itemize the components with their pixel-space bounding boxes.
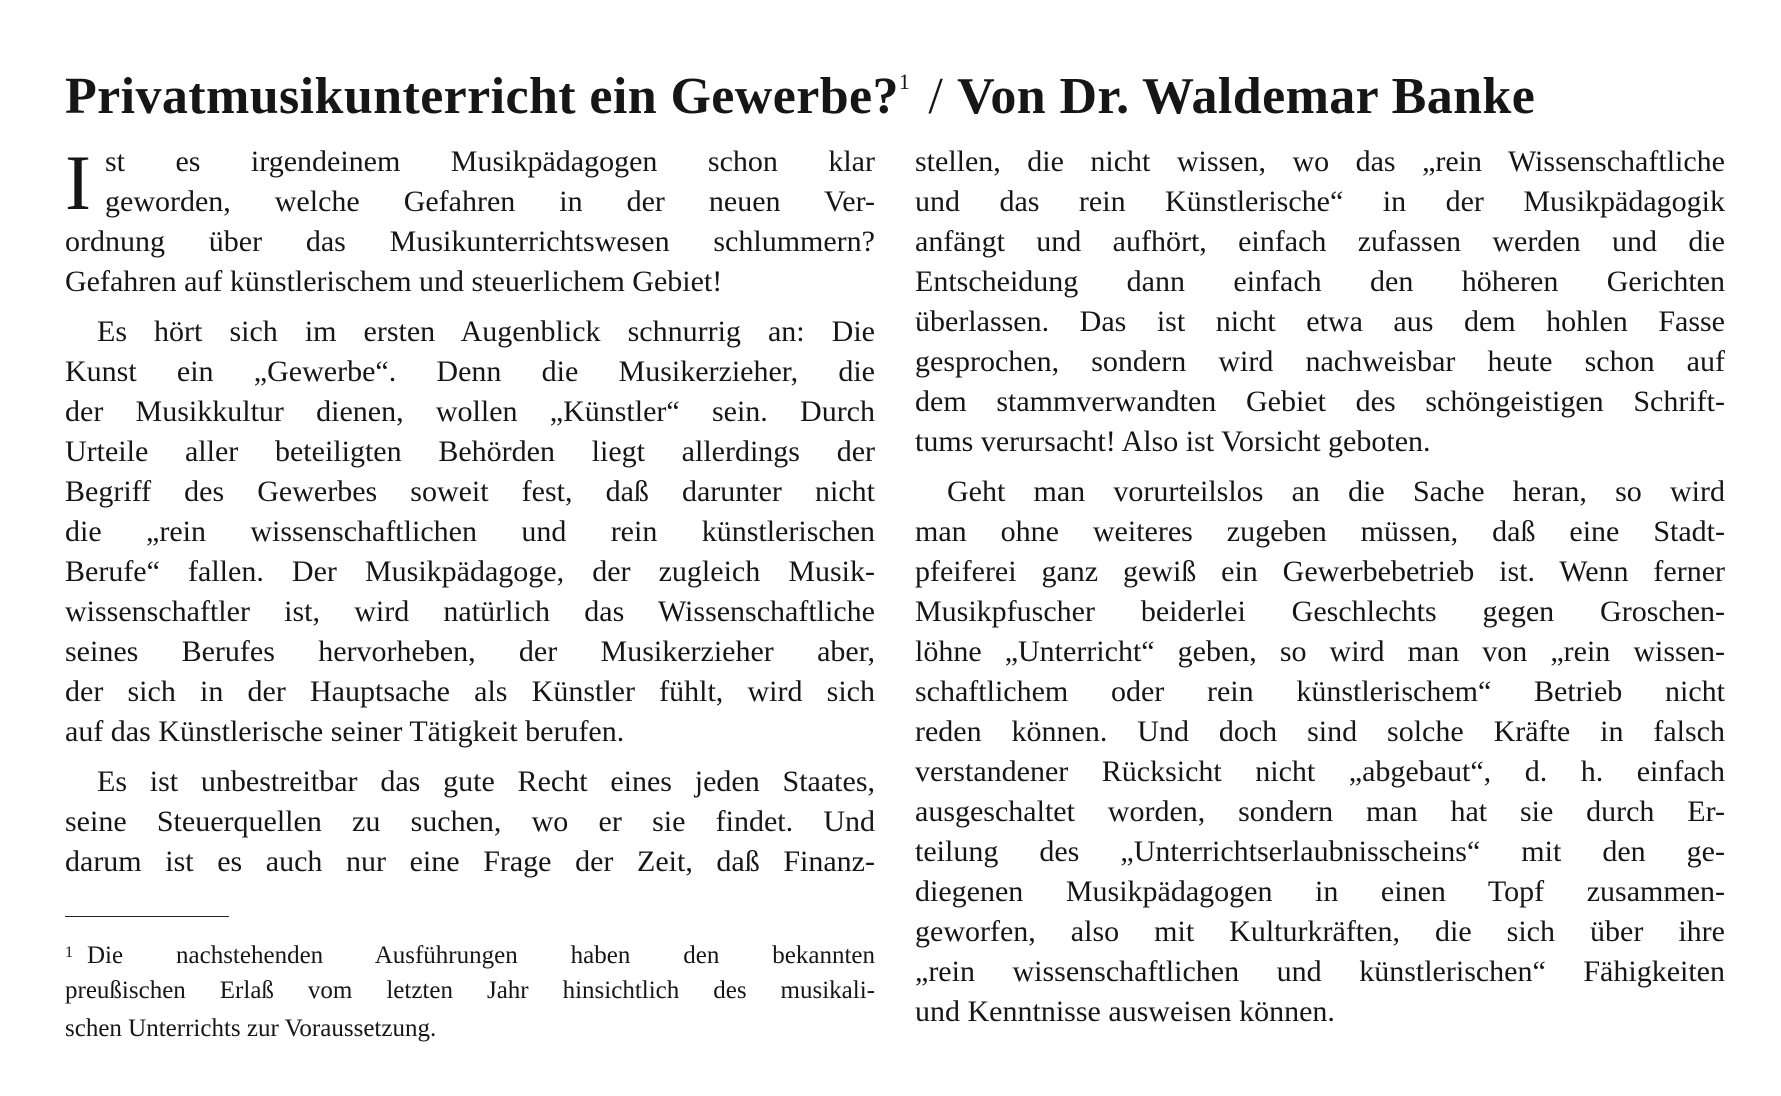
text-line: der Musikkultur dienen, wollen „Künstler“ sein. Durch bbox=[65, 395, 875, 428]
text-line: Gefahren auf künstlerischem und steuerlichem Gebiet! bbox=[65, 265, 723, 298]
text-line: dem stammverwandten Gebiet des schöngeistigen Schrift- bbox=[915, 385, 1725, 418]
text-line: wissenschaftler ist, wird natürlich das Wissenschaftliche bbox=[65, 595, 875, 628]
right-column bbox=[915, 142, 1725, 1032]
text-line: tums verursacht! Also ist Vorsicht geboten. bbox=[915, 425, 1431, 458]
text-line: ordnung über das Musikunterrichtswesen schlummern? bbox=[65, 225, 875, 258]
article-author: Von Dr. Waldemar Banke bbox=[957, 68, 1536, 125]
footnote bbox=[65, 934, 875, 1048]
left-column bbox=[65, 139, 875, 882]
text-line: diegenen Musikpädagogen in einen Topf zusammen- bbox=[915, 875, 1725, 908]
text-line: löhne „Unterricht“ geben, so wird man von „rein wissen- bbox=[915, 635, 1725, 668]
text-line: und das rein Künstlerische“ in der Musikpädagogik bbox=[915, 185, 1725, 218]
paragraph-3-continued bbox=[915, 142, 1725, 462]
title-separator: / bbox=[928, 68, 944, 125]
paragraph-1 bbox=[65, 139, 875, 302]
text-line: Begriff des Gewerbes soweit fest, daß darunter nicht bbox=[65, 475, 875, 508]
drop-cap: I bbox=[65, 139, 91, 226]
text-line: auf das Künstlerische seiner Tätigkeit berufen. bbox=[65, 715, 625, 748]
text-line: stellen, die nicht wissen, wo das „rein Wissenschaftliche bbox=[915, 145, 1725, 178]
text-line: Es hört sich im ersten Augenblick schnurrig an: Die bbox=[97, 315, 875, 348]
text-line: die „rein wissenschaftlichen und rein künstlerischen bbox=[65, 515, 875, 548]
text-line: ausgeschaltet worden, sondern man hat sie durch Er- bbox=[915, 795, 1725, 828]
text-line: seine Steuerquellen zu suchen, wo er sie findet. Und bbox=[65, 805, 875, 838]
text-line: Musikpfuscher beiderlei Geschlechts gegen Groschen- bbox=[915, 595, 1725, 628]
text-line: reden können. Und doch sind solche Kräfte in falsch bbox=[915, 715, 1725, 748]
text-line: Urteile aller beteiligten Behörden liegt allerdings der bbox=[65, 435, 875, 468]
text-line: seines Berufes hervorheben, der Musikerzieher aber, bbox=[65, 635, 875, 668]
paragraph-3 bbox=[65, 762, 875, 882]
footnote-line: schen Unterrichts zur Voraussetzung. bbox=[65, 1015, 437, 1042]
paragraph-2 bbox=[65, 312, 875, 752]
paragraph-4 bbox=[915, 472, 1725, 1032]
text-line: Geht man vorurteilslos an die Sache heran, so wird bbox=[947, 475, 1725, 508]
text-line: überlassen. Das ist nicht etwa aus dem hohlen Fasse bbox=[915, 305, 1725, 338]
footnote-divider bbox=[65, 916, 229, 917]
article-title: Privatmusikunterricht ein Gewerbe? bbox=[65, 68, 899, 125]
article-heading bbox=[65, 50, 1725, 129]
footnote-line: $^1$ Die nachstehenden Ausführungen haben den bekannten bbox=[65, 942, 875, 969]
text-line: der sich in der Hauptsache als Künstler fühlt, wird sich bbox=[65, 675, 875, 708]
text-line: teilung des „Unterrichtserlaubnisscheins“ mit den ge- bbox=[915, 835, 1725, 868]
text-line: und Kenntnisse ausweisen können. bbox=[915, 995, 1335, 1028]
text-line: schaftlichem oder rein künstlerischem“ Betrieb nicht bbox=[915, 675, 1725, 708]
text-line: Berufe“ fallen. Der Musikpädagoge, der zugleich Musik- bbox=[65, 555, 875, 588]
footnote-marker: 1 bbox=[65, 944, 73, 961]
text-line: pfeiferei ganz gewiß ein Gewerbebetrieb ist. Wenn ferner bbox=[915, 555, 1725, 588]
text-line: verstandener Rücksicht nicht „abgebaut“, d. h. einfach bbox=[915, 755, 1725, 788]
text-line: gesprochen, sondern wird nachweisbar heute schon auf bbox=[915, 345, 1725, 378]
text-line: I st es irgendeinem Musikpädagogen schon klar bbox=[65, 139, 875, 226]
text-line: „rein wissenschaftlichen und künstlerischen“ Fähigkeiten bbox=[915, 955, 1725, 988]
text-line: man ohne weiteres zugeben müssen, daß eine Stadt- bbox=[915, 515, 1725, 548]
text-line: geworden, welche Gefahren in der neuen Ver- bbox=[105, 185, 875, 218]
footnote-reference: 1 bbox=[898, 69, 911, 94]
text-line: darum ist es auch nur eine Frage der Zeit, daß Finanz- bbox=[65, 845, 875, 878]
text-line: Kunst ein „Gewerbe“. Denn die Musikerzieher, die bbox=[65, 355, 875, 388]
text-line: Es ist unbestreitbar das gute Recht eines jeden Staates, bbox=[97, 765, 875, 798]
text-line: Entscheidung dann einfach den höheren Gerichten bbox=[915, 265, 1725, 298]
footnote-line: preußischen Erlaß vom letzten Jahr hinsichtlich des musikali- bbox=[65, 977, 875, 1004]
text-line: geworfen, also mit Kulturkräften, die sich über ihre bbox=[915, 915, 1725, 948]
text-line: anfängt und aufhört, einfach zufassen werden und die bbox=[915, 225, 1725, 258]
